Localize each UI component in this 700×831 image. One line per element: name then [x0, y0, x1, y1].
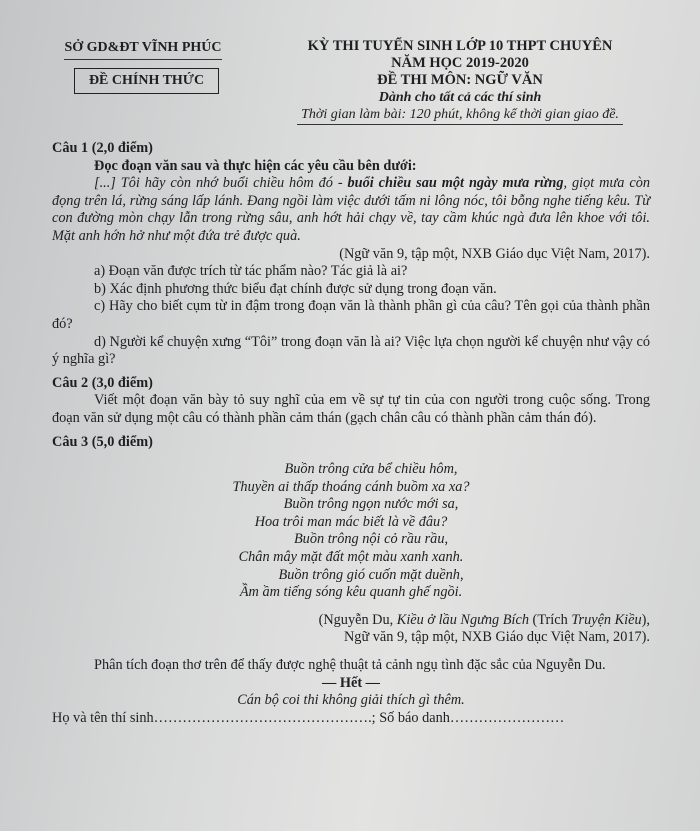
q1-passage-after: , giọt mưa còn đọng trên lá, rừng sáng lấp lánh. Đang ngồi làm việc dưới tấm ni lông nóc, tôi bỗng nghe tiếng kêu. Từ con đường mòn chạy lẫn trong rừng sâu, anh hớt hải chạy về, tay cầm khúc ngà đưa lên khoe với tôi. Mặt anh hớn hở như một đứa trẻ được quà. [52, 175, 651, 244]
q1-part-a: a) Đoạn văn được trích từ tác phẩm nào? Tác giả là ai? [94, 263, 408, 280]
q3-source-mid: (Trích [528, 611, 572, 628]
q3-source-work: Truyện Kiều [571, 611, 642, 628]
official-label-box: ĐỀ CHÍNH THỨC [74, 68, 219, 94]
poem-line: Buồn trông gió cuốn mặt duềnh, [278, 566, 464, 583]
poem-line: Chân mây mặt đất một màu xanh xanh. [238, 549, 464, 566]
poem-line: Thuyền ai thấp thoáng cánh buồm xa xa? [232, 478, 470, 495]
q3-source-line2: Ngữ văn 9, tập một, NXB Giáo dục Việt Nam, 2017). [343, 629, 650, 646]
department-header [48, 40, 238, 60]
q2-text: Viết một đoạn văn bày tỏ suy nghĩ của em về sự tự tin của con người trong cuộc sống. Trong đoạn văn sử dụng một câu có thành phần cảm thán (gạch chân câu có thành phần cảm thán đó). [52, 392, 650, 426]
q3-poem [52, 461, 650, 602]
school-year: NĂM HỌC 2019-2020 [391, 55, 529, 71]
exam-content [52, 140, 650, 727]
poem-line: Buồn trông ngọn nước mới sa, [283, 496, 459, 513]
candidate-info-line: Họ và tên thí sinh……………………………………….; Số báo danh…………………… [52, 709, 565, 726]
q3-source-title: Kiều ở lầu Ngưng Bích [396, 611, 529, 628]
poem-line: Ầm ầm tiếng sóng kêu quanh ghế ngồi. [239, 584, 463, 601]
department-name: SỞ GD&ĐT VĨNH PHÚC [64, 40, 221, 60]
q1-title: Câu 1 (2,0 điểm) [52, 140, 153, 156]
q3-source-pre: (Nguyễn Du, [318, 611, 397, 628]
exam-title: KỲ THI TUYỂN SINH LỚP 10 THPT CHUYÊN [307, 38, 613, 54]
q1-part-d: d) Người kể chuyện xưng “Tôi” trong đoạn văn là ai? Việc lựa chọn người kể chuyện như vậy có ý nghĩa gì? [52, 333, 650, 368]
q3-task: Phân tích đoạn thơ trên để thấy được nghệ thuật tả cảnh ngụ tình đặc sắc của Nguyễn Du. [94, 657, 606, 674]
end-mark: — Hết — [322, 674, 380, 691]
proctor-note: Cán bộ coi thi không giải thích gì thêm. [237, 692, 465, 709]
exam-header [255, 38, 665, 125]
q2-title: Câu 2 (3,0 điểm) [52, 374, 153, 391]
q1-passage [52, 175, 650, 245]
poem-line: Hoa trôi man mác biết là về đâu? [254, 513, 448, 530]
exam-subject: ĐỀ THI MÔN: NGỮ VĂN [377, 72, 543, 88]
q3-title: Câu 3 (5,0 điểm) [52, 433, 153, 450]
q1-instruction: Đọc đoạn văn sau và thực hiện các yêu cầu bên dưới: [94, 157, 417, 174]
exam-audience: Dành cho tất cả các thí sinh [378, 90, 542, 105]
q1-passage-bold: buổi chiều sau một ngày mưa rừng [347, 175, 564, 192]
poem-line: Buồn trông cửa bể chiều hôm, [284, 461, 458, 478]
q1-part-c: c) Hãy cho biết cụm từ in đậm trong đoạn văn là thành phần gì của câu? Tên gọi của thành phần đó? [52, 298, 650, 332]
q3-source-post: ), [641, 611, 650, 628]
q1-passage-before: [...] Tôi hãy còn nhớ buổi chiều hôm đó - [94, 175, 348, 192]
q1-part-b: b) Xác định phương thức biểu đạt chính được sử dụng trong đoạn văn. [94, 280, 497, 297]
q3-source [52, 612, 650, 630]
poem-line: Buồn trông nội cỏ rầu rầu, [293, 531, 449, 548]
exam-time: Thời gian làm bài: 120 phút, không kể thời gian giao đề. [297, 106, 623, 125]
q1-source: (Ngữ văn 9, tập một, NXB Giáo dục Việt Nam, 2017). [339, 245, 650, 262]
